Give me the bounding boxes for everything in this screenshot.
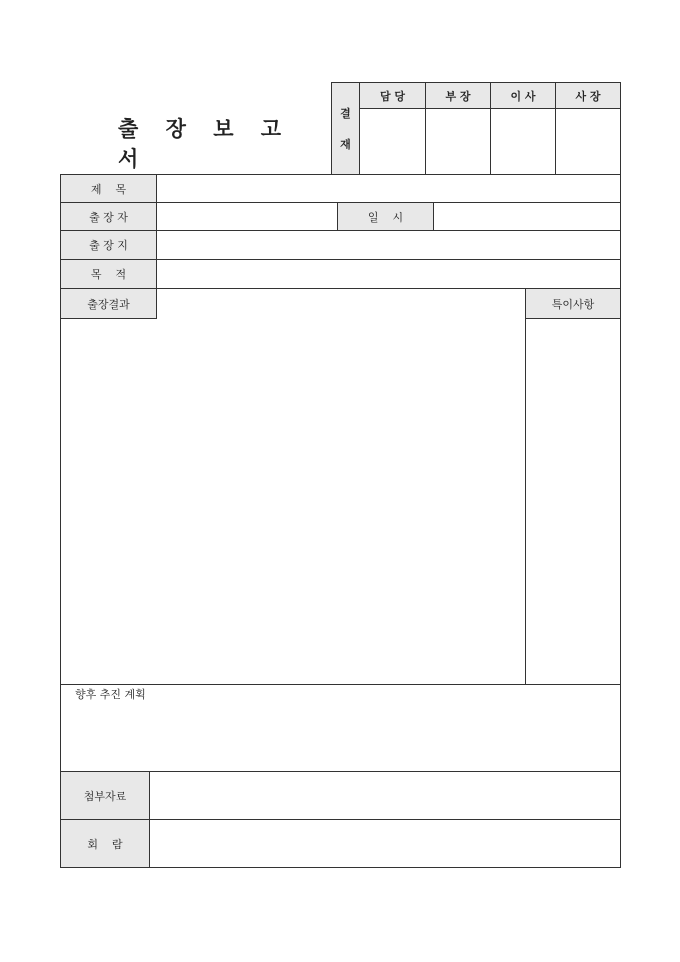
approval-sign-manager[interactable] [425, 108, 491, 175]
circulation-label: 회 람 [60, 819, 150, 868]
future-plan-label: 향후 추진 계획 [75, 688, 146, 701]
result-label: 출장결과 [60, 288, 157, 319]
approval-sign-president[interactable] [555, 108, 621, 175]
purpose-field[interactable] [156, 259, 621, 289]
subject-field[interactable] [156, 174, 621, 203]
circulation-field[interactable] [149, 819, 621, 868]
destination-label: 출 장 지 [60, 230, 157, 260]
purpose-label: 목 적 [60, 259, 157, 289]
approval-header-director: 이 사 [490, 82, 556, 109]
page-title: 출 장 보 고 서 [118, 116, 292, 171]
datetime-label: 일 시 [337, 202, 434, 231]
result-field[interactable] [61, 319, 525, 684]
future-plan-section[interactable] [60, 684, 621, 772]
traveler-field[interactable] [156, 202, 338, 231]
remarks-label: 특이사항 [525, 288, 621, 319]
approval-header-staff: 담 당 [359, 82, 426, 109]
traveler-label: 출 장 자 [60, 202, 157, 231]
approval-label [331, 82, 360, 175]
datetime-field[interactable] [433, 202, 621, 231]
approval-sign-staff[interactable] [359, 108, 426, 175]
approval-label-bottom: 재 [340, 138, 351, 152]
remarks-field[interactable] [525, 318, 621, 685]
approval-header-president: 사 장 [555, 82, 621, 109]
approval-header-manager: 부 장 [425, 82, 491, 109]
subject-label: 제 목 [60, 174, 157, 203]
attachment-label: 첨부자료 [60, 771, 150, 820]
approval-label-top: 결 [340, 106, 351, 120]
destination-field[interactable] [156, 230, 621, 260]
attachment-field[interactable] [149, 771, 621, 820]
approval-sign-director[interactable] [490, 108, 556, 175]
